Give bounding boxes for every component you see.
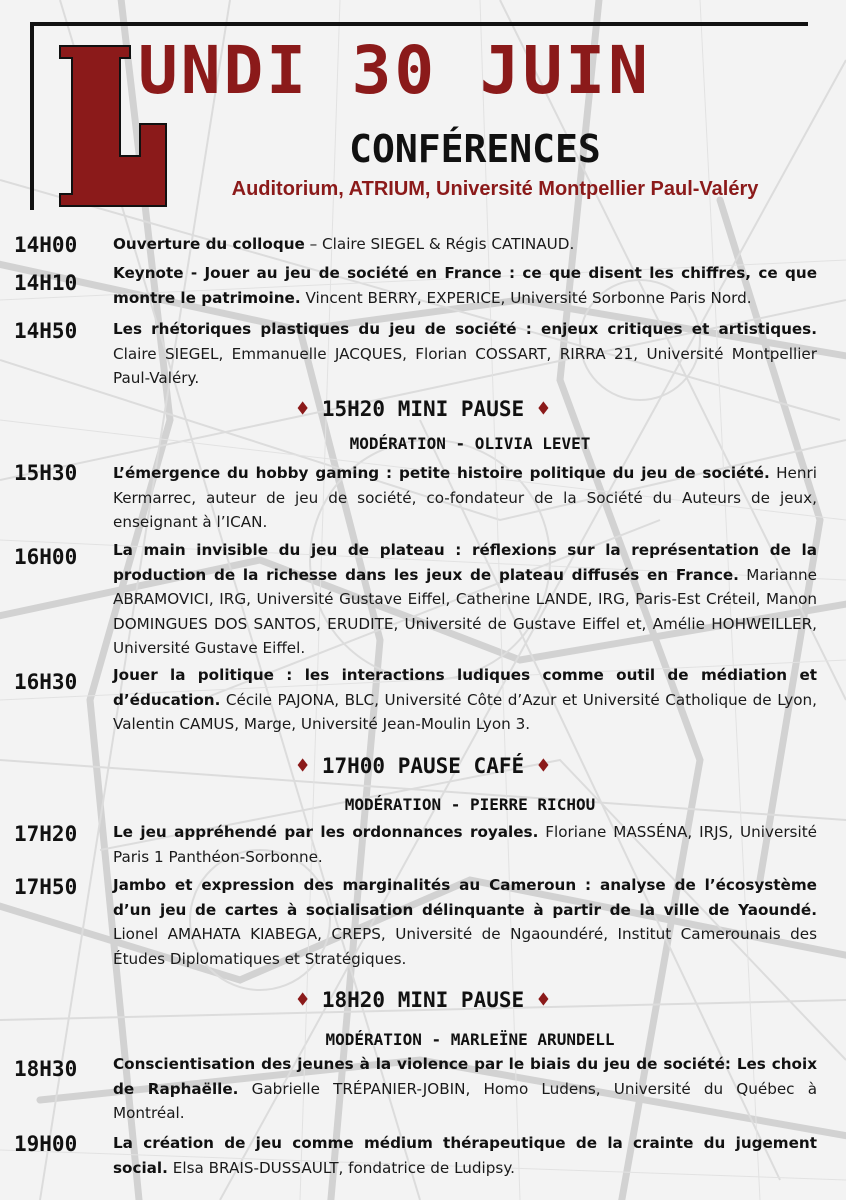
diamond-icon: ♦ xyxy=(295,397,310,422)
session-time: 14H10 xyxy=(14,271,78,295)
session-description xyxy=(113,663,817,737)
session-title: L’émergence du hobby gaming : petite histoire politique du jeu de société. xyxy=(113,464,770,482)
moderation-label: MODÉRATION - MARLEÏNE ARUNDELL xyxy=(325,1030,615,1049)
diamond-icon: ♦ xyxy=(295,754,310,779)
session-title: Conscientisation des jeunes à la violence par le biais du jeu de société: Les choix de Raphaëlle. xyxy=(113,1055,817,1098)
session-time: 19H00 xyxy=(14,1132,78,1156)
moderation-label: MODÉRATION - OLIVIA LEVET xyxy=(349,434,591,453)
session-description xyxy=(113,461,817,535)
break-banner xyxy=(0,988,846,1013)
session-authors: Cécile PAJONA, BLC, Université Côte d’Azur et Université Catholique de Lyon, Valentin CAMUS, Marge, Université Jean-Moulin Lyon 3. xyxy=(113,690,817,733)
session-authors: Henri Kermarrec, auteur de jeu de société, co-fondateur de la Société du Auteurs de jeux, enseignant à l’ICAN. xyxy=(113,464,817,531)
session-time: 17H50 xyxy=(14,875,78,899)
session-title: Jouer la politique : les interactions ludiques comme outil de médiation et d’éducation. xyxy=(113,666,817,709)
venue-subtitle: Auditorium, ATRIUM, Université Montpellier Paul-Valéry xyxy=(231,178,759,200)
session-authors: Marianne ABRAMOVICI, IRG, Université Gustave Eiffel, Catherine LANDE, IRG, Paris-Est Créteil, Manon DOMINGUES DOS SANTOS, ERUDITE, Université de Gustave Eiffel et, Amélie HOHWEILLER, Université Gustave Eiffel. xyxy=(113,565,818,657)
diamond-icon: ♦ xyxy=(536,988,551,1013)
session-authors: Claire SIEGEL, Emmanuelle JACQUES, Florian COSSART, RIRRA 21, Université Montpellier Paul-Valéry. xyxy=(113,344,817,387)
session-authors: Gabrielle TRÉPANIER-JOBIN, Homo Ludens, Université du Québec à Montréal. xyxy=(113,1079,817,1122)
session-time: 16H00 xyxy=(14,545,78,569)
diamond-icon: ♦ xyxy=(536,397,551,422)
break-label: 18H20 MINI PAUSE xyxy=(321,988,525,1012)
session-title: Ouverture du colloque xyxy=(113,235,305,253)
session-time: 17H20 xyxy=(14,822,78,846)
session-description xyxy=(113,873,817,971)
break-label: 15H20 MINI PAUSE xyxy=(321,397,525,421)
session-authors: Elsa BRAIS-DUSSAULT, fondatrice de Ludipsy. xyxy=(167,1158,515,1177)
session-description xyxy=(113,317,817,391)
session-description xyxy=(113,538,817,661)
break-banner xyxy=(0,754,846,779)
session-time: 18H30 xyxy=(14,1057,78,1081)
diamond-icon: ♦ xyxy=(536,754,551,779)
session-authors: Lionel AMAHATA KIABEGA, CREPS, Université de Ngaoundéré, Institut Camerounais des Études Diplomatiques et Stratégiques. xyxy=(113,925,817,968)
session-description xyxy=(113,1131,817,1180)
session-description xyxy=(113,1052,817,1126)
session-title: Le jeu appréhendé par les ordonnances royales. xyxy=(113,823,539,841)
session-description xyxy=(113,820,817,869)
session-authors: Vincent BERRY, EXPERICE, Université Sorbonne Paris Nord. xyxy=(300,288,752,307)
session-time: 14H50 xyxy=(14,319,78,343)
moderation-label: MODÉRATION - PIERRE RICHOU xyxy=(344,795,596,814)
session-description xyxy=(113,232,817,257)
break-banner xyxy=(0,397,846,422)
section-title: CONFÉRENCES xyxy=(349,127,601,171)
diamond-icon: ♦ xyxy=(295,988,310,1013)
session-time: 16H30 xyxy=(14,670,78,694)
session-description xyxy=(113,261,817,310)
session-time: 15H30 xyxy=(14,461,78,485)
session-authors: Floriane MASSÉNA, IRJS, Université Paris 1 Panthéon-Sorbonne. xyxy=(113,823,817,866)
session-time: 14H00 xyxy=(14,233,78,257)
break-label: 17H00 PAUSE CAFÉ xyxy=(321,754,525,778)
session-authors: – Claire SIEGEL & Régis CATINAUD. xyxy=(304,235,575,253)
session-title: La main invisible du jeu de plateau : réflexions sur la représentation de la production de la richesse dans les jeux de plateau diffusés en France. xyxy=(113,541,817,584)
page-title: UNDI 30 JUIN xyxy=(138,32,651,109)
session-title: Keynote - Jouer au jeu de société en France : ce que disent les chiffres, ce que montre le patrimoine. xyxy=(113,264,817,307)
session-title: La création de jeu comme médium thérapeutique de la crainte du jugement social. xyxy=(113,1134,817,1177)
session-title: Les rhétoriques plastiques du jeu de société : enjeux critiques et artistiques. xyxy=(113,320,817,338)
session-title: Jambo et expression des marginalités au Cameroun : analyse de l’écosystème d’un jeu de cartes à socialisation délinquante à partir de la ville de Yaoundé. xyxy=(113,876,817,919)
header-frame-left xyxy=(30,22,34,210)
